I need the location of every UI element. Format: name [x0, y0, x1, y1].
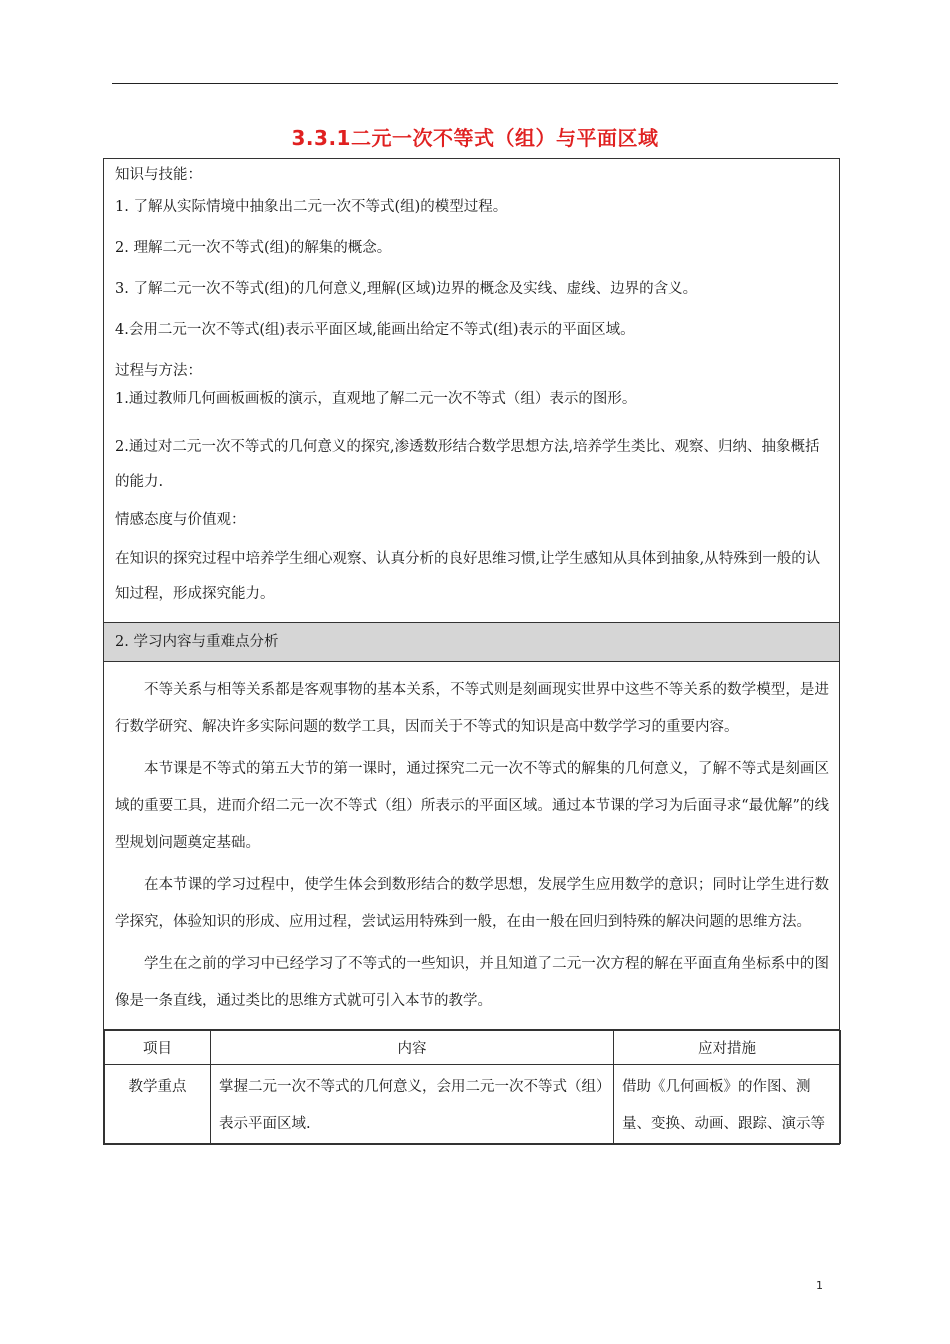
attitude-heading: 情感态度与价值观：	[115, 512, 246, 528]
analysis-paragraph: 不等关系与相等关系都是客观事物的基本关系，不等式则是刻画现实世界中这些不等关系的数学模型，是进行数学研究、解决许多实际问题的数学工具，因而关于不等式的知识是高中数学学习的重要内容。	[115, 682, 829, 735]
process-heading: 过程与方法：	[115, 363, 202, 379]
analysis-paragraph: 学生在之前的学习中已经学习了不等式的一些知识，并且知道了二元一次方程的解在平面直角坐标系中的图像是一条直线，通过类比的思维方式就可引入本节的教学。	[115, 956, 829, 1009]
analysis-paragraph: 在本节课的学习过程中，使学生体会到数形结合的数学思想，发展学生应用数学的意识；同时让学生进行数学探究，体验知识的形成、应用过程，尝试运用特殊到一般，在由一般在回归到特殊的解决问题的思维方法。	[115, 877, 829, 930]
knowledge-heading: 知识与技能：	[115, 167, 202, 183]
analysis-heading: 2. 学习内容与重难点分析	[104, 623, 839, 661]
focus-table	[104, 1030, 841, 1144]
knowledge-item: 2. 理解二元一次不等式(组)的解集的概念。	[115, 240, 392, 256]
knowledge-item: 3. 了解二元一次不等式(组)的几何意义,理解(区域)边界的概念及实线、虚线、边界的含义。	[115, 281, 698, 297]
knowledge-item: 1. 了解从实际情境中抽象出二元一次不等式(组)的模型过程。	[115, 199, 508, 215]
header-measures: 应对措施	[614, 1031, 841, 1065]
objectives-cell	[104, 159, 840, 623]
row-content: 掌握二元一次不等式的几何意义，会用二元一次不等式（组）表示平面区域.	[211, 1065, 614, 1144]
header-item: 项目	[105, 1031, 211, 1065]
lesson-plan-table	[103, 158, 840, 1145]
row-measures: 借助《几何画板》的作图、测量、变换、动画、跟踪、演示等	[614, 1065, 841, 1144]
focus-table-header	[105, 1031, 841, 1065]
table-row	[105, 1065, 841, 1144]
row-item: 教学重点	[105, 1065, 211, 1144]
header-content: 内容	[211, 1031, 614, 1065]
process-item: 2.通过对二元一次不等式的几何意义的探究,渗透数形结合数学思想方法,培养学生类比、观察、归纳、抽象概括的能力.	[115, 439, 820, 490]
analysis-paragraph: 本节课是不等式的第五大节的第一课时，通过探究二元一次不等式的解集的几何意义，了解不等式是刻画区域的重要工具，进而介绍二元一次不等式（组）所表示的平面区域。通过本节课的学习为后面寻求“最优解”的线型规划问题奠定基础。	[115, 761, 829, 851]
page-number: 1	[816, 1279, 823, 1292]
knowledge-item: 4.会用二元一次不等式(组)表示平面区域,能画出给定不等式(组)表示的平面区域。	[115, 322, 635, 338]
focus-table-cell	[104, 1030, 840, 1145]
document-title: 3.3.1二元一次不等式（组）与平面区域	[291, 126, 659, 150]
analysis-heading-cell	[104, 623, 840, 662]
attitude-text: 在知识的探究过程中培养学生细心观察、认真分析的良好思维习惯,让学生感知从具体到抽象,从特殊到一般的认知过程，形成探究能力。	[115, 551, 821, 602]
header-rule	[112, 83, 838, 84]
process-item: 1.通过教师几何画板画板的演示，直观地了解二元一次不等式（组）表示的图形。	[115, 391, 637, 407]
analysis-body-cell	[104, 662, 840, 1030]
